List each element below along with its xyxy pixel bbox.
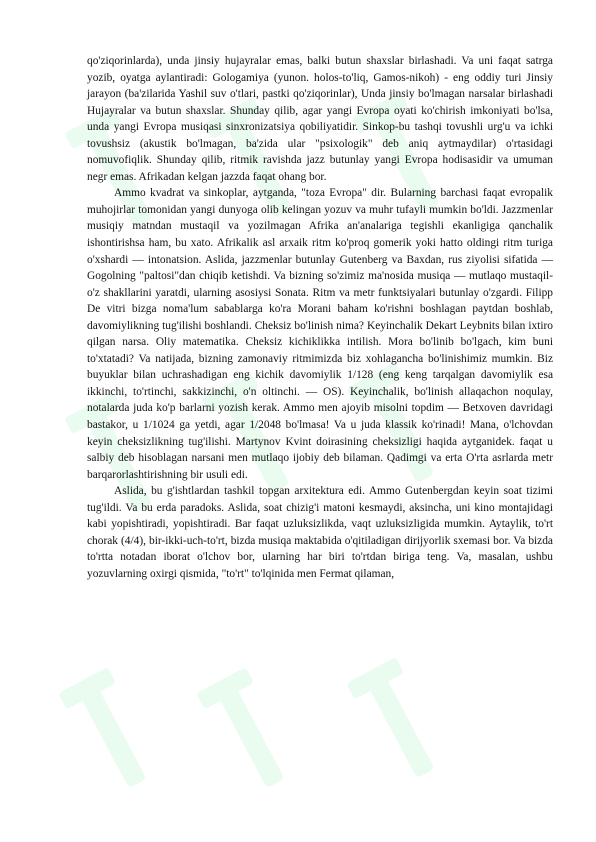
watermark-mark-left-bottom (58, 667, 162, 797)
watermark-mark-right-bottom (346, 657, 450, 787)
paragraph-continuation: qo'ziqorinlarda), unda jinsiy hujayralar emas, balki butun shaxslar birlashadi. Va uni faqat satrga yozib, oyatga aylantiradi: Gologamiya (yunon. holos-to'liq, Gamos-nikoh) - eng oddiy turi Jinsiy jarayon (ba'zilarida Yashil suv o'tlari, pastki qo'ziqorinlar), Unda jinsiy bo'lmagan narsalar birlashadi Hujayralar va butun shaxslar. Shunday qilib, agar yangi Evropa oyati ko'chirish imkoniyati bo'lsa, unda yangi Evropa musiqasi sinxronizatsiya qobiliyatidir. Sinkop-bu tashqi tovushli urg'u va ichki tovushsiz (akustik bo'lmagan, ba'zida ular "psixologik" deb aniq aytmaydilar) o'rtasidagi nomuvofiqlik. Shunday qilib, ritmik ravishda jazz butunlay yangi Evropa hodisasidir va umuman negr emas. Afrikadan kelgan jazzda faqat ohang bor. (87, 55, 553, 183)
document-text (87, 53, 553, 583)
paragraph-architecture: Aslida, bu g'ishtlardan tashkil topgan arxitektura edi. Ammo Gutenbergdan keyin soat tizimi tug'ildi. Va bu erda paradoks. Aslida, soat chizig'i matoni kesmaydi, aksincha, uni kino montajidagi kabi yopishtiradi, yopishtiradi. Bar faqat uzluksizlikda, vaqt uzluksizligida mumkin. Aytaylik, to'rt chorak (4/4), bir-ikki-uch-to'rt, bizda musiqa maktabida o'qitiladigan dirijyorlik sxemasi bor. Va bizda to'rtta notadan iborat o'lchov bor, ularning har biri to'rtdan biriga teng. Va, masalan, ushbu yozuvlarning oxirgi qismida, "to'rt" to'lqinida men Fermat qilaman, (87, 485, 553, 580)
paragraph-square-and-syncopation: Ammo kvadrat va sinkoplar, aytganda, "toza Evropa" dir. Bularning barchasi faqat evropalik muhojirlar tomonidan yangi dunyoga olib kelingan yozuv va muhr tufayli mumkin bo'ldi. Jazzmenlar musiqiy matndan mustaqil va yozilmagan Afrika an'analariga tegishli ekanligiga qanchalik ishontirishsa ham, bu xato. Afrikalik asl arxaik ritm ko'proq gomerik yoki hatto oldingi ritm turiga o'xshardi — intonatsion. Aslida, jazzmenlar butunlay Gutenberg va Baxdan, rus ziyolisi sifatida — Gogolning "paltosi"dan chiqib ketishdi. Va bizning so'zimiz ma'nosida musiqa — mutlaqo mustaqil-o'z shakllarini yaratdi, ularning asosiysi Sonata. Ritm va metr funktsiyalari butunlay o'zgardi. Filipp De vitri bizga noma'lum sabablarga ko'ra Morani baham ko'rishni boshlagan paytdan boshlab, davomiylikning tug'ilishi boshlandi. Cheksiz bo'linish nima? Keyinchalik Dekart Leybnits bilan ixtiro qilgan narsa. Oliy matematika. Cheksiz kichiklikka intilish. Mora bo'linib bo'lgach, kim buni to'xtatadi? Va natijada, bizning zamonaviy ritmimizda biz xohlagancha bo'linishimiz mumkin. Biz buyuklar bilan uchrashadigan eng kichik davomiylik 1/128 (eng keng tarqalgan davomiylik esa ikkinchi, to'rtinchi, sakkizinchi, o'n oltinchi. — OS). Keyinchalik, bo'linish allaqachon noqulay, notalarda juda ko'p barlarni yozish kerak. Ammo men ajoyib misolni topdim — Betxoven davridagi bastakor, u 1/1024 ga yetdi, agar 1/2048 bo'lmasa! Va u juda klassik ko'rinadi! Mana, o'lchovdan keyin cheksizlikning tug'ilishi. Martynov Kvint doirasining cheksizligi haqida aytganidek. faqat u salbiy deb hisoblagan narsani men mutlaqo ijobiy deb bilaman. Qadimgi va erta O'rta asrlarda metr barqarorlashtirishning bir usuli edi. (87, 187, 553, 481)
watermark-mark-center-bottom (196, 667, 300, 797)
